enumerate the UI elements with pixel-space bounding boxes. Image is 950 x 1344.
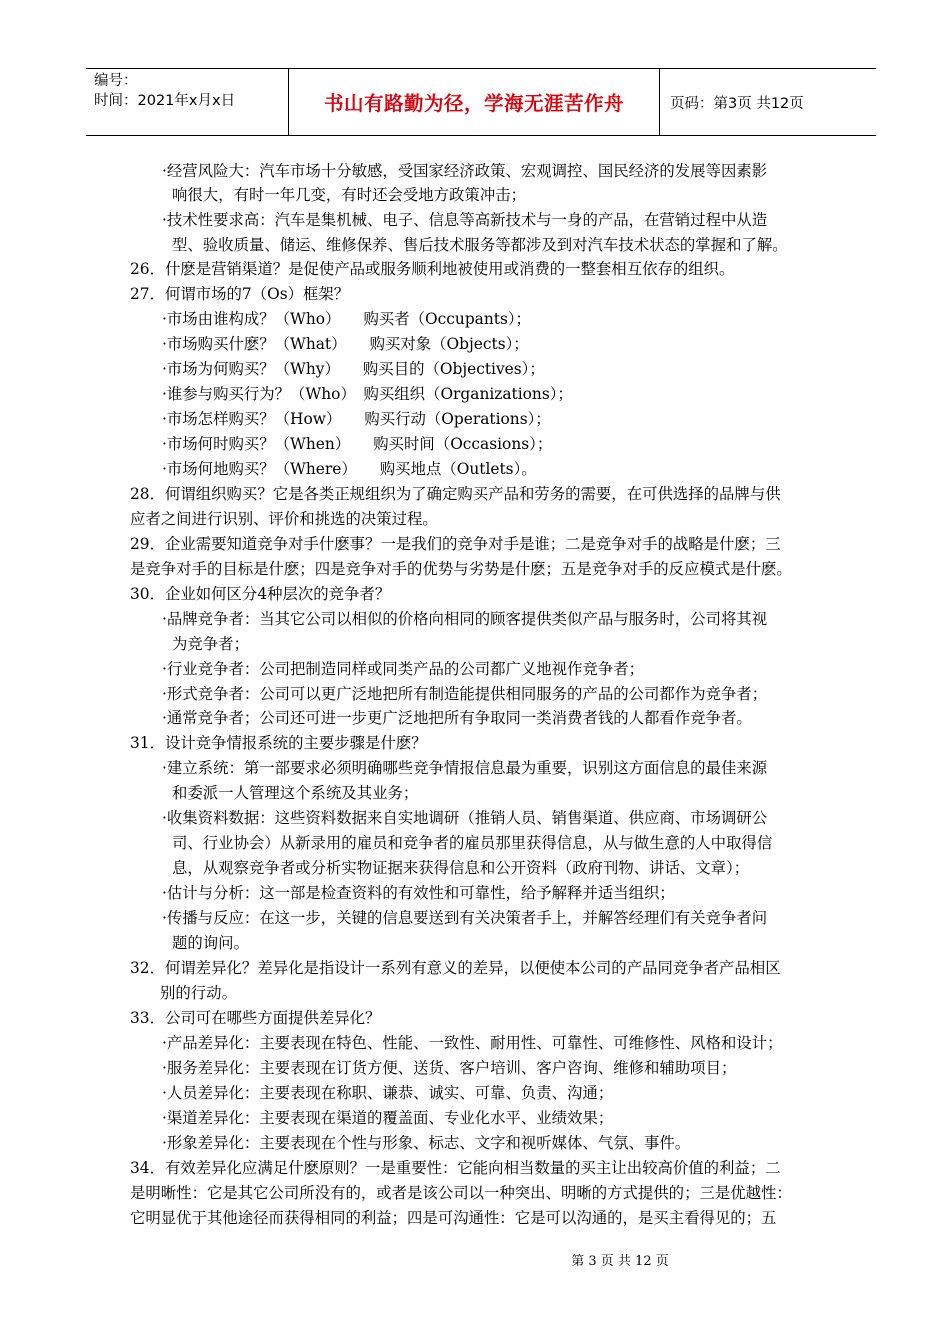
text-line: 题的询问。	[172, 934, 249, 952]
page-footer	[0, 1250, 950, 1269]
text-line: 司、行业协会）从新录用的雇员和竞争者的雇员那里获得信息，从与做生意的人中取得信	[172, 834, 773, 852]
text-line: ·技术性要求高：汽车是集机械、电子、信息等高新技术与一身的产品，在营销过程中从造	[162, 211, 768, 229]
text-line: ·市场何时购买？（When） 购买时间（Occasions）；	[162, 435, 553, 453]
text-line: 别的行动。	[160, 984, 237, 1002]
header-motto: 书山有路勤为径，学海无涯苦作舟	[323, 92, 624, 115]
text-line: ·行业竞争者：公司把制造同样或同类产品的公司都广义地视作竞争者；	[162, 660, 645, 678]
text-line: ·市场由谁构成？（Who） 购买者（Occupants）；	[162, 310, 531, 328]
text-line: 应者之间进行识别、评价和挑选的决策过程。	[130, 510, 438, 528]
text-line: 型、验收质量、储运、维修保养、售后技术服务等都涉及到对汽车技术状态的掌握和了解。	[172, 236, 788, 254]
text-line: 28．何谓组织购买？它是各类正规组织为了确定购买产品和劳务的需要，在可供选择的品牌与供	[130, 485, 781, 503]
text-line: 26．什麽是营销渠道？是促使产品或服务顺利地被使用或消费的一整套相互依存的组织。	[130, 260, 735, 278]
text-line: ·传播与反应：在这一步，关键的信息要送到有关决策者手上，并解答经理们有关竞争者问	[162, 909, 768, 927]
text-line: 27．何谓市场的7（Os）框架？	[130, 285, 350, 303]
text-line: ·通常竞争者；公司还可进一步更广泛地把所有争取同一类消费者钱的人都看作竞争者。	[162, 709, 752, 727]
header-table	[86, 68, 876, 136]
text-line: ·形象差异化：主要表现在个性与形象、标志、文字和视听媒体、气氛、事件。	[162, 1134, 691, 1152]
header-info	[94, 71, 286, 135]
text-line: ·渠道差异化：主要表现在渠道的覆盖面、专业化水平、业绩效果；	[162, 1109, 614, 1127]
header-number: 编号：	[94, 73, 138, 89]
header-motto-cell	[288, 69, 660, 135]
header-time: 时间：2021年x月x日	[94, 93, 236, 109]
text-line: 为竞争者；	[172, 635, 249, 653]
text-line: ·估计与分析：这一部是检查资料的有效性和可靠性，给予解释并适当组织；	[162, 884, 675, 902]
text-line: 29．企业需要知道竞争对手什麽事？一是我们的竞争对手是谁；二是竞争对手的战略是什麽；三	[130, 535, 781, 553]
text-line: 30．企业如何区分4种层次的竞争者？	[130, 585, 391, 603]
text-line: ·产品差异化：主要表现在特色、性能、一致性、耐用性、可靠性、可维修性、风格和设计；	[162, 1034, 783, 1052]
text-line: ·市场购买什麽？（What） 购买对象（Objects）；	[162, 335, 529, 353]
text-line: ·谁参与购买行为？（Who） 购买组织（Organizations）；	[162, 385, 573, 403]
text-line: 是竞争对手的目标是什麽；四是竞争对手的优势与劣势是什麽；五是竞争对手的反应模式是什麽。	[130, 560, 792, 578]
text-line: ·经营风险大：汽车市场十分敏感，受国家经济政策、宏观调控、国民经济的发展等因素影	[162, 162, 768, 180]
text-line: ·人员差异化：主要表现在称职、谦恭、诚实、可靠、负责、沟通；	[162, 1084, 614, 1102]
footer-page-number: 第 3 页 共 12 页	[571, 1254, 669, 1269]
text-line: 33．公司可在哪些方面提供差异化？	[130, 1009, 381, 1027]
text-line: 31．设计竞争情报系统的主要步骤是什麽？	[130, 734, 427, 752]
text-line: ·市场何地购买？（Where） 购买地点（Outlets）。	[162, 460, 537, 478]
text-line: 响很大，有时一年几变，有时还会受地方政策冲击；	[172, 186, 526, 204]
text-line: ·市场为何购买？（Why） 购买目的（Objectives）；	[162, 360, 545, 378]
text-line: 和委派一人管理这个系统及其业务；	[172, 784, 419, 802]
text-line: 34．有效差异化应满足什麽原则？一是重要性：它能向相当数量的买主让出较高价值的利益；二	[130, 1159, 781, 1177]
text-line: ·品牌竞争者：当其它公司以相似的价格向相同的顾客提供类似产品与服务时，公司将其视	[162, 610, 768, 628]
text-line: 是明晰性：它是其它公司所没有的，或者是该公司以一种突出、明晰的方式提供的；三是优越性：	[130, 1184, 792, 1202]
text-line: ·收集资料数据：这些资料数据来自实地调研（推销人员、销售渠道、供应商、市场调研公	[162, 809, 768, 827]
text-line: ·市场怎样购买？（How） 购买行动（Operations）；	[162, 410, 551, 428]
text-line: 32．何谓差异化？差异化是指设计一系列有意义的差异，以便使本公司的产品同竞争者产品相区	[130, 959, 781, 977]
text-line: 息，从观察竞争者或分析实物证据来获得信息和公开资料（政府刊物、讲话、文章）；	[172, 859, 750, 877]
text-line: ·形式竞争者：公司可以更广泛地把所有制造能提供相同服务的产品的公司都作为竞争者；	[162, 685, 768, 703]
header-page-cell	[670, 69, 804, 135]
text-line: 它明显优于其他途径而获得相同的利益；四是可沟通性：它是可以沟通的，是买主看得见的；五	[130, 1209, 777, 1227]
text-line: ·建立系统：第一部要求必须明确哪些竞争情报信息最为重要，识别这方面信息的最佳来源	[162, 759, 768, 777]
text-line: ·服务差异化：主要表现在订货方便、送货、客户培训、客户咨询、维修和辅助项目；	[162, 1059, 737, 1077]
header-page-label: 页码：第3页 共12页	[670, 95, 804, 112]
